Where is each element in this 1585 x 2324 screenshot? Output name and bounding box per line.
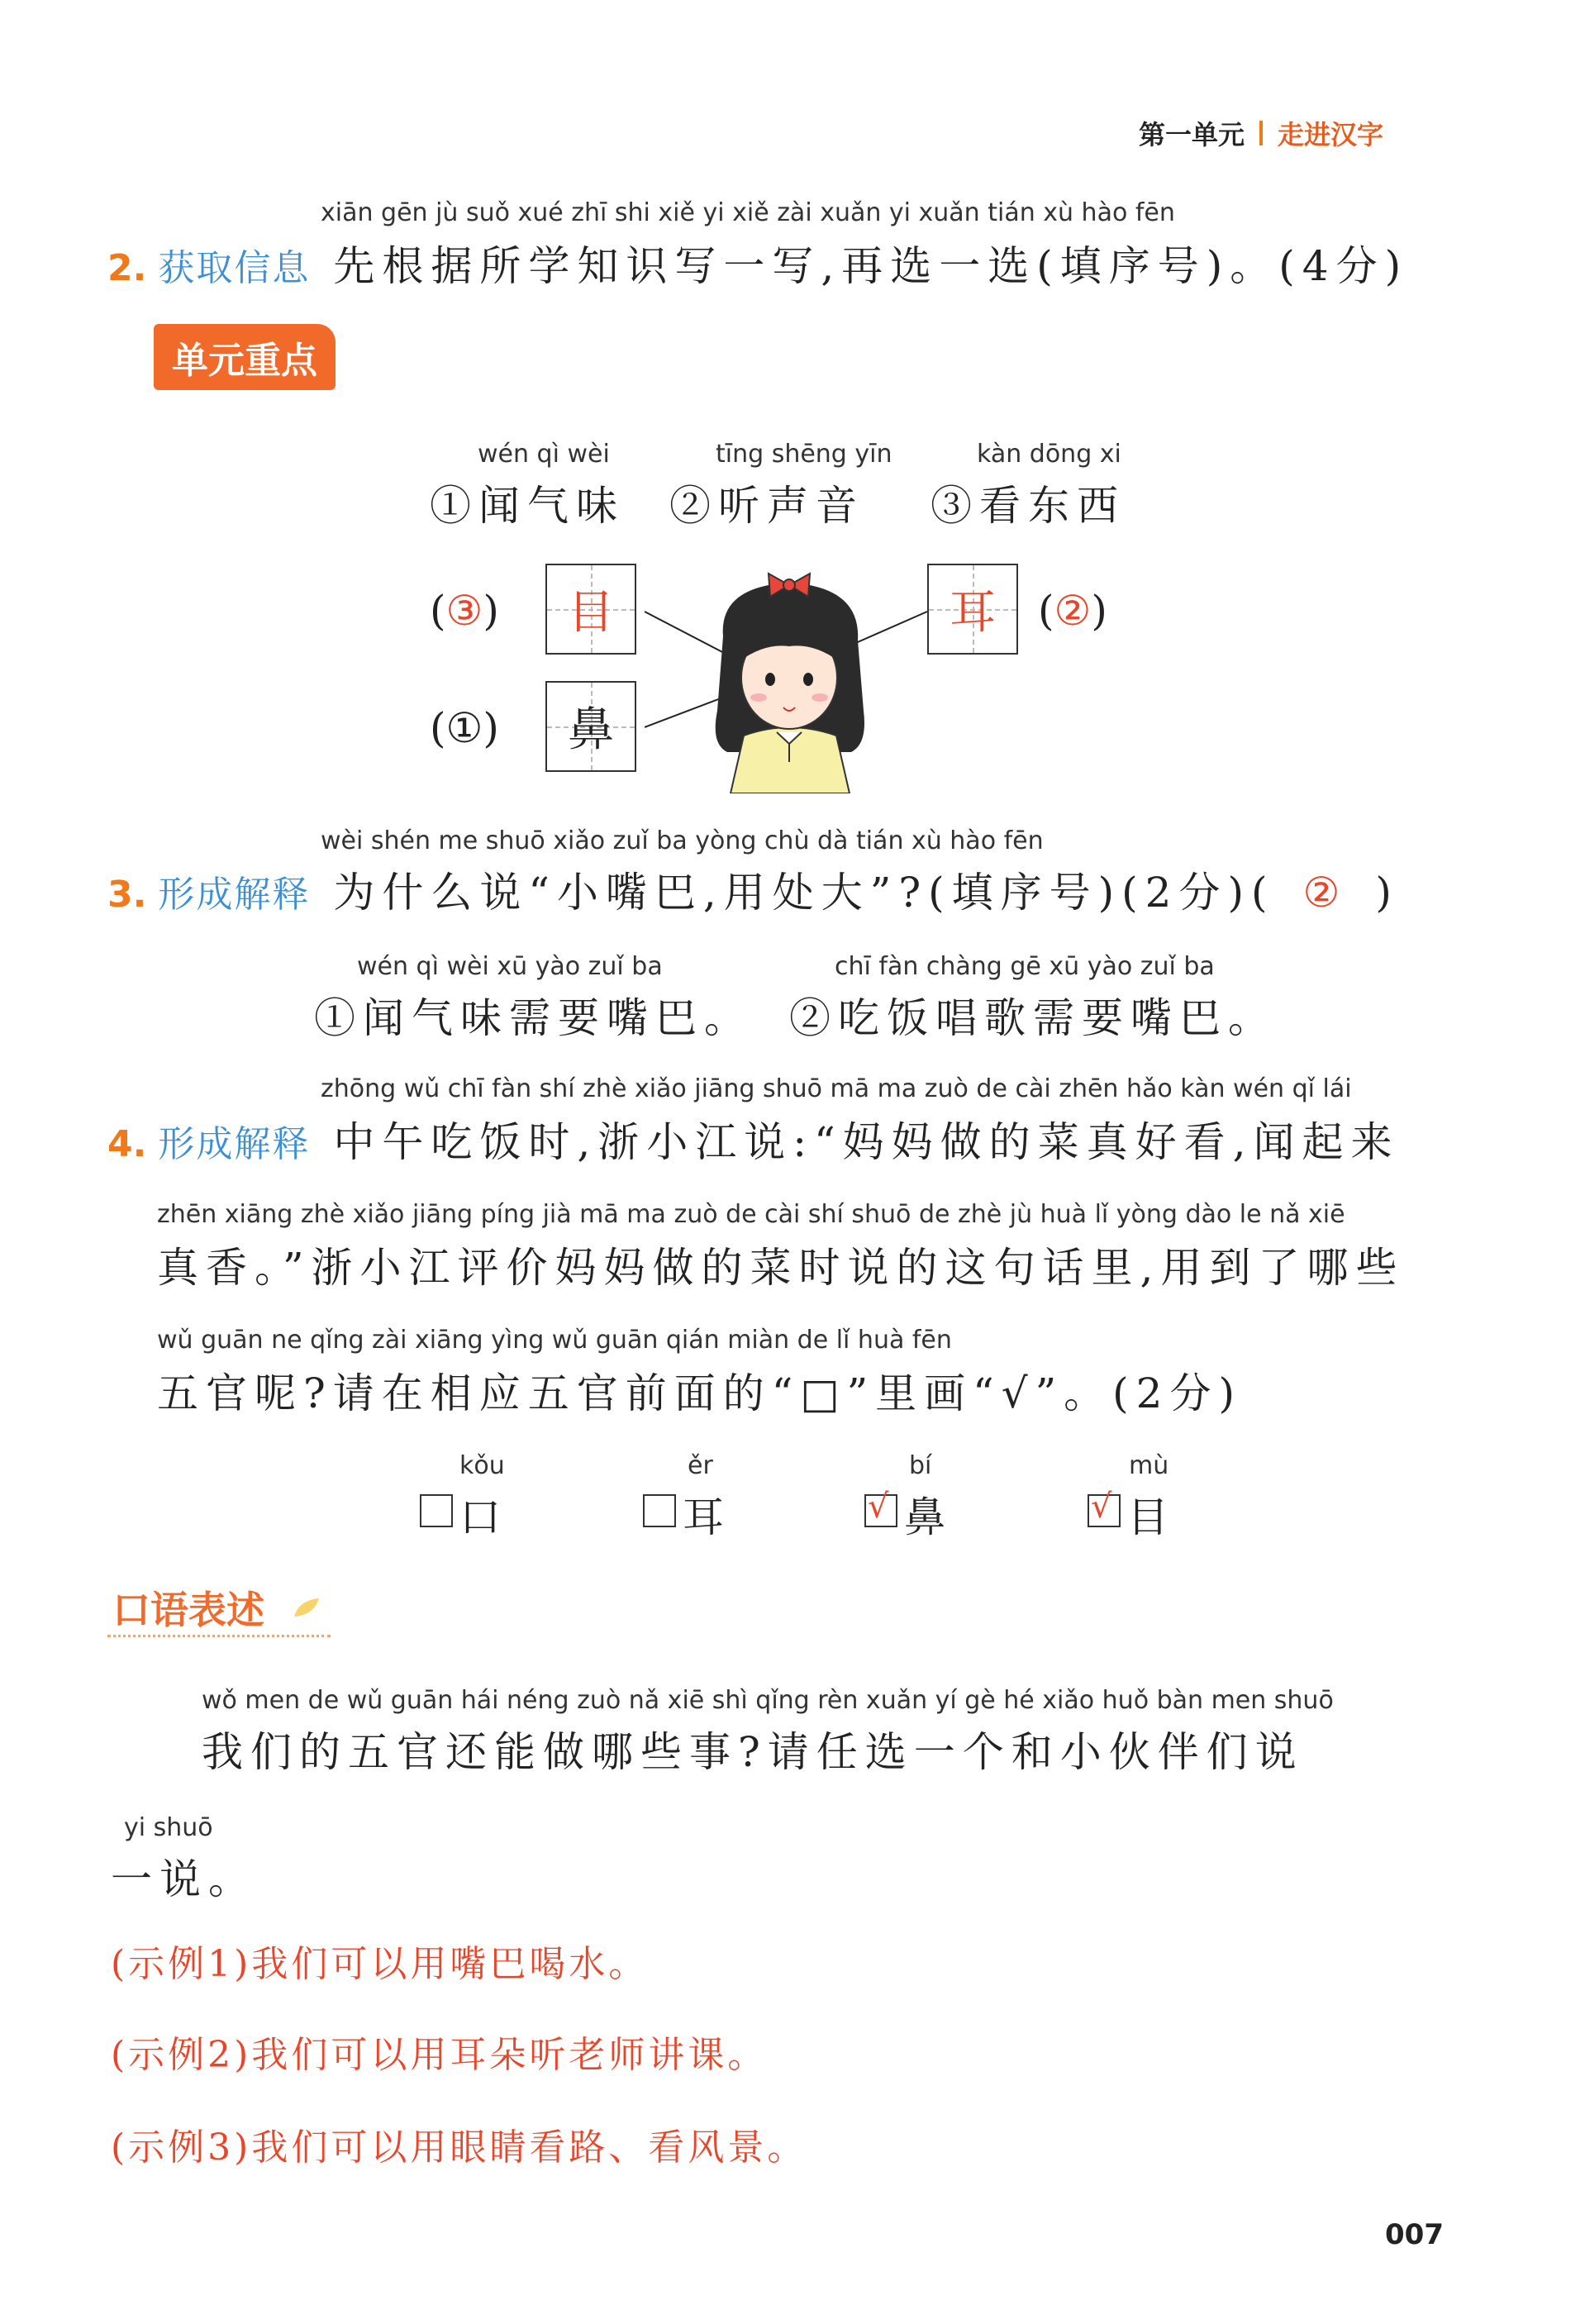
check-eye-pinyin: mù bbox=[1129, 1451, 1169, 1480]
check-mouth-pinyin: kǒu bbox=[459, 1451, 505, 1480]
check-nose-box[interactable] bbox=[864, 1488, 897, 1527]
q2-option1: ①闻气味 bbox=[430, 482, 625, 530]
check-eye-mark: √ bbox=[1091, 1488, 1112, 1526]
topic-label: 走进汉字 bbox=[1278, 119, 1384, 150]
check-eye-box[interactable] bbox=[1088, 1488, 1121, 1527]
q4-tag: 形成解释 bbox=[158, 1123, 311, 1165]
ear-char: 耳 bbox=[950, 586, 996, 640]
oral-line1-pinyin: wǒ men de wǔ guān hái néng zuò nǎ xiē shì qǐng rèn xuǎn yí gè hé xiǎo huǒ bàn men shuō bbox=[202, 1686, 1334, 1715]
q2-pinyin: xiān gēn jù suǒ xué zhī shi xiě yi xiě zài xuǎn yi xuǎn tián xù hào fēn bbox=[321, 198, 1175, 227]
page-number: 007 bbox=[1385, 2218, 1444, 2251]
example-2: (示例2)我们可以用耳朵听老师讲课。 bbox=[111, 2034, 768, 2076]
q3-close-paren: ) bbox=[1375, 869, 1399, 917]
q2-option2: ②听声音 bbox=[669, 482, 864, 530]
q3-line bbox=[107, 860, 1399, 919]
q3-answer: ② bbox=[1302, 869, 1348, 917]
check-ear-pinyin: ěr bbox=[688, 1451, 713, 1480]
q2-text: 先根据所学知识写一写,再选一选(填序号)。(4分) bbox=[333, 242, 1409, 290]
q2-option3-pinyin: kàn dōng xi bbox=[977, 440, 1121, 469]
q4-line3-pinyin: wǔ guān ne qǐng zài xiāng yìng wǔ guān qián miàn de lǐ huà fēn bbox=[157, 1326, 952, 1355]
q4-line3-text: 五官呢?请在相应五官前面的“□”里画“√”。(2分) bbox=[157, 1369, 1242, 1417]
check-nose-pinyin: bí bbox=[909, 1451, 932, 1480]
oral-line2-pinyin: yi shuō bbox=[124, 1813, 213, 1842]
nose-char-box bbox=[545, 681, 636, 772]
nose-char: 鼻 bbox=[568, 703, 614, 757]
q2-option1-pinyin: wén qì wèi bbox=[478, 440, 610, 469]
q3-pinyin: wèi shén me shuō xiǎo zuǐ ba yòng chù dà tián xù hào fēn bbox=[321, 826, 1044, 855]
oral-section-title: 口语表述 bbox=[112, 1588, 264, 1632]
check-mouth-label: 口 bbox=[459, 1493, 508, 1541]
nose-answer: ① bbox=[445, 704, 483, 752]
example-3: (示例3)我们可以用眼睛看路、看风景。 bbox=[111, 2126, 807, 2169]
check-nose-label: 鼻 bbox=[904, 1493, 953, 1541]
q4-line1-pinyin: zhōng wǔ chī fàn shí zhè xiǎo jiāng shuō mā ma zuò de cài zhēn hǎo kàn wén qǐ lái bbox=[321, 1074, 1352, 1103]
ear-answer: ② bbox=[1054, 587, 1092, 635]
q2-line bbox=[107, 233, 1408, 293]
q3-text: 为什么说“小嘴巴,用处大”?(填序号)(2分)( bbox=[333, 869, 1275, 917]
unit-label: 第一单元 bbox=[1139, 119, 1245, 150]
eye-answer-paren: (③) bbox=[430, 587, 499, 635]
q4-line1 bbox=[107, 1109, 1400, 1169]
check-ear-label: 耳 bbox=[683, 1493, 731, 1541]
oral-line1-text: 我们的五官还能做哪些事?请任选一个和小伙伴们说 bbox=[202, 1728, 1304, 1776]
check-mouth-box[interactable] bbox=[420, 1494, 453, 1527]
q3-opt2: ②吃饭唱歌需要嘴巴。 bbox=[789, 994, 1277, 1042]
q2-number: 2. bbox=[107, 247, 147, 289]
girl-illustration bbox=[645, 545, 934, 793]
page-header bbox=[1139, 114, 1383, 152]
q2-option3: ③看东西 bbox=[931, 482, 1126, 530]
q3-number: 3. bbox=[107, 874, 147, 916]
q3-opt2-pinyin: chī fàn chàng gē xū yào zuǐ ba bbox=[835, 952, 1215, 981]
eye-char: 目 bbox=[568, 586, 614, 640]
q4-line2-pinyin: zhēn xiāng zhè xiǎo jiāng píng jià mā ma zuò de cài shí shuō de zhè jù huà lǐ yòng dào le nǎ xiē bbox=[157, 1200, 1345, 1229]
ear-char-box bbox=[927, 564, 1018, 655]
nose-answer-paren: (①) bbox=[430, 704, 499, 752]
eye-answer: ③ bbox=[445, 587, 483, 635]
check-ear-box[interactable] bbox=[643, 1494, 676, 1527]
eye-char-box bbox=[545, 564, 636, 655]
check-nose-mark: √ bbox=[868, 1488, 889, 1526]
q3-opt1-pinyin: wén qì wèi xū yào zuǐ ba bbox=[357, 952, 663, 981]
leaf-icon bbox=[291, 1595, 324, 1620]
q2-tag: 获取信息 bbox=[158, 247, 311, 289]
q4-number: 4. bbox=[107, 1123, 147, 1165]
example-1: (示例1)我们可以用嘴巴喝水。 bbox=[111, 1943, 649, 1985]
unit-key-badge: 单元重点 bbox=[154, 324, 336, 390]
oral-title-underline bbox=[107, 1635, 331, 1637]
oral-line2-text: 一说。 bbox=[111, 1855, 257, 1903]
q2-option2-pinyin: tīng shēng yīn bbox=[716, 440, 892, 469]
header-divider bbox=[1259, 121, 1263, 145]
ear-answer-paren: (②) bbox=[1038, 587, 1107, 635]
q3-opt1: ①闻气味需要嘴巴。 bbox=[314, 994, 753, 1042]
q4-line2-text: 真香。”浙小江评价妈妈做的菜时说的这句话里,用到了哪些 bbox=[157, 1244, 1405, 1292]
q4-line1-text: 中午吃饭时,浙小江说:“妈妈做的菜真好看,闻起来 bbox=[333, 1118, 1400, 1166]
check-eye-label: 目 bbox=[1127, 1493, 1176, 1541]
q3-tag: 形成解释 bbox=[158, 874, 311, 916]
